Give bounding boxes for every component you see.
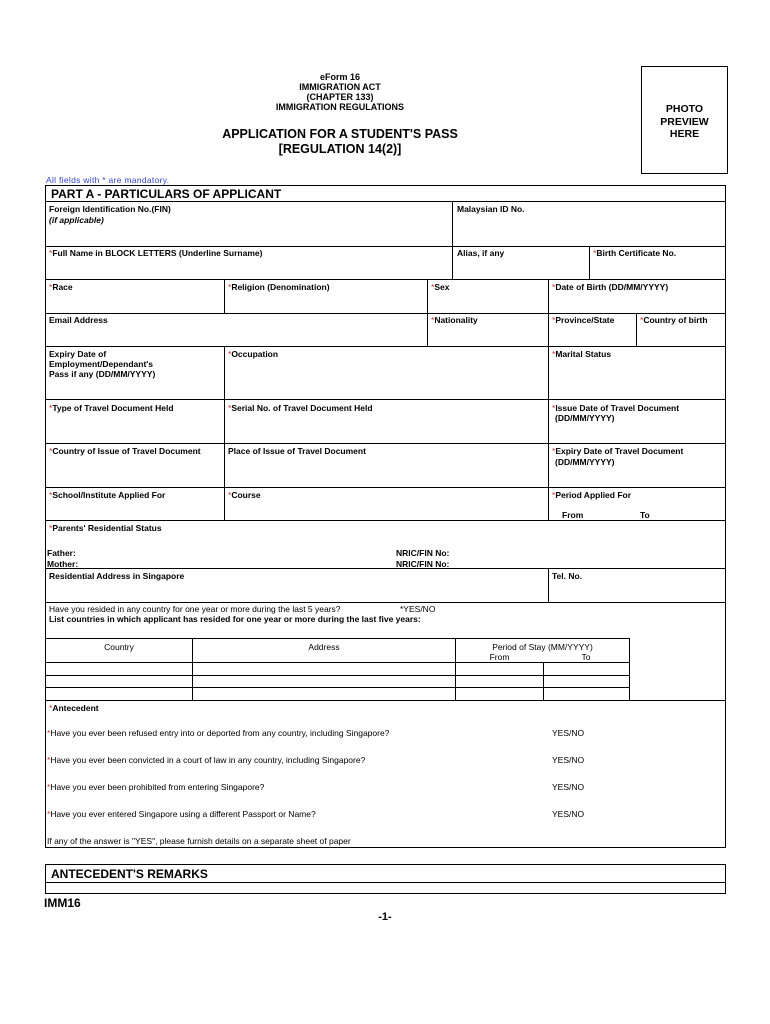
province-text: Province/State bbox=[555, 315, 615, 325]
col-address: Address bbox=[308, 642, 340, 652]
table-cell[interactable] bbox=[46, 676, 192, 687]
antecedent-question: *Have you ever been refused entry into or deported from any country, including Singapore? bbox=[47, 728, 390, 738]
marital-label: *Marital Status bbox=[552, 349, 612, 359]
antecedent-answer[interactable]: YES/NO bbox=[552, 728, 585, 738]
tel-label: Tel. No. bbox=[552, 571, 583, 581]
country-birth-field[interactable] bbox=[637, 326, 724, 345]
fin-label: Foreign Identification No.(FIN) bbox=[49, 204, 171, 214]
expiry-doc-label: *Expiry Date of Travel Document bbox=[552, 446, 684, 456]
dob-field[interactable] bbox=[549, 293, 724, 312]
col-from: From bbox=[489, 652, 510, 662]
school-field[interactable] bbox=[46, 501, 223, 519]
issue-date-format: (DD/MM/YYYY) bbox=[555, 413, 615, 423]
school-label: *School/Institute Applied For bbox=[49, 490, 166, 500]
issue-date-text: Issue Date of Travel Document bbox=[555, 403, 680, 413]
residence-question: Have you resided in any country for one year or more during the last 5 years? bbox=[49, 604, 341, 614]
eform-number: eForm 16 bbox=[319, 72, 361, 82]
mother-label: Mother: bbox=[47, 559, 79, 569]
marital-text: Marital Status bbox=[555, 349, 612, 359]
sex-field[interactable] bbox=[428, 293, 547, 312]
res-address-label: Residential Address in Singapore bbox=[49, 571, 185, 581]
full-name-text: Full Name in BLOCK LETTERS (Underline Surname) bbox=[52, 248, 263, 258]
malaysian-id-field[interactable] bbox=[453, 214, 724, 245]
mother-field[interactable] bbox=[90, 558, 390, 568]
race-label: *Race bbox=[49, 282, 73, 292]
photo-placeholder: PHOTO PREVIEW HERE bbox=[660, 103, 709, 140]
country-issue-label: *Country of Issue of Travel Document bbox=[49, 446, 201, 456]
place-issue-field[interactable] bbox=[225, 468, 547, 486]
province-label: *Province/State bbox=[552, 315, 615, 325]
form-code: IMM16 bbox=[44, 896, 81, 910]
travel-doc-type-field[interactable] bbox=[46, 424, 223, 442]
travel-doc-type-text: Type of Travel Document Held bbox=[52, 403, 174, 413]
country-issue-field[interactable] bbox=[46, 468, 223, 486]
sex-text: Sex bbox=[434, 282, 450, 292]
table-cell[interactable] bbox=[544, 663, 629, 675]
province-field[interactable] bbox=[549, 326, 635, 345]
act-name: IMMIGRATION ACT bbox=[299, 82, 381, 92]
nationality-label: *Nationality bbox=[431, 315, 478, 325]
expiry-pass-field[interactable] bbox=[46, 380, 223, 398]
expiry-doc-text: Expiry Date of Travel Document bbox=[555, 446, 684, 456]
alias-label: Alias, if any bbox=[457, 248, 505, 258]
table-cell[interactable] bbox=[193, 688, 455, 700]
country-birth-label: *Country of birth bbox=[640, 315, 708, 325]
table-cell[interactable] bbox=[456, 688, 543, 700]
birth-cert-text: Birth Certificate No. bbox=[596, 248, 677, 258]
school-text: School/Institute Applied For bbox=[52, 490, 166, 500]
sex-label: *Sex bbox=[431, 282, 450, 292]
occupation-field[interactable] bbox=[225, 360, 547, 398]
religion-field[interactable] bbox=[225, 293, 426, 312]
question-text: Have you ever been prohibited from entering Singapore? bbox=[50, 782, 265, 792]
period-to-label: To bbox=[640, 510, 650, 520]
col-period: Period of Stay (MM/YYYY) bbox=[492, 642, 593, 652]
page-number: -1- bbox=[378, 911, 392, 923]
col-country: Country bbox=[104, 642, 134, 652]
table-cell[interactable] bbox=[456, 676, 543, 687]
period-text: Period Applied For bbox=[555, 490, 632, 500]
father-nric-label: NRIC/FIN No: bbox=[396, 548, 450, 558]
photo-box[interactable] bbox=[641, 66, 728, 174]
form-regulation: [REGULATION 14(2)] bbox=[278, 142, 402, 156]
full-name-label: *Full Name in BLOCK LETTERS (Underline Surname) bbox=[49, 248, 263, 258]
table-cell[interactable] bbox=[46, 688, 192, 700]
table-cell[interactable] bbox=[544, 676, 629, 687]
period-field[interactable] bbox=[549, 501, 724, 509]
email-label: Email Address bbox=[49, 315, 108, 325]
expiry-doc-field[interactable] bbox=[549, 468, 724, 486]
course-field[interactable] bbox=[225, 501, 547, 519]
tel-field[interactable] bbox=[549, 582, 724, 601]
antecedent-question: *Have you ever been prohibited from entering Singapore? bbox=[47, 782, 265, 792]
travel-doc-type-label: *Type of Travel Document Held bbox=[49, 403, 174, 413]
course-label: *Course bbox=[228, 490, 261, 500]
malaysian-id-label: Malaysian ID No. bbox=[457, 204, 525, 214]
nationality-field[interactable] bbox=[428, 326, 547, 345]
question-text: Have you ever been convicted in a court of law in any country, including Singapore? bbox=[50, 755, 366, 765]
course-text: Course bbox=[231, 490, 261, 500]
dob-text: Date of Birth (DD/MM/YYYY) bbox=[555, 282, 669, 292]
residence-list-label: List countries in which applicant has resided for one year or more during the last five years: bbox=[49, 614, 421, 624]
father-label: Father: bbox=[47, 548, 76, 558]
antecedent-answer[interactable]: YES/NO bbox=[552, 809, 585, 819]
antecedent-title-text: Antecedent bbox=[52, 703, 99, 713]
fin-field[interactable] bbox=[46, 214, 451, 245]
regulations: IMMIGRATION REGULATIONS bbox=[275, 102, 405, 112]
occupation-label: *Occupation bbox=[228, 349, 279, 359]
antecedent-question: *Have you ever been convicted in a court of law in any country, including Singapore? bbox=[47, 755, 366, 765]
antecedent-answer[interactable]: YES/NO bbox=[552, 782, 585, 792]
table-cell[interactable] bbox=[193, 663, 455, 675]
form-title: APPLICATION FOR A STUDENT'S PASS bbox=[222, 127, 458, 141]
table-cell[interactable] bbox=[544, 688, 629, 700]
mother-nric-label: NRIC/FIN No: bbox=[396, 559, 450, 569]
issue-date-label: *Issue Date of Travel Document bbox=[552, 403, 680, 413]
father-field[interactable] bbox=[90, 547, 390, 558]
expiry-doc-format: (DD/MM/YYYY) bbox=[555, 457, 615, 467]
expiry-pass-label-3: Pass if any (DD/MM/YYYY) bbox=[49, 369, 156, 379]
fin-sublabel: (if applicable) bbox=[49, 215, 104, 225]
birth-cert-label: *Birth Certificate No. bbox=[593, 248, 677, 258]
issue-date-field[interactable] bbox=[549, 424, 724, 442]
parents-status-label: *Parents' Residential Status bbox=[49, 523, 162, 533]
question-text: Have you ever been refused entry into or deported from any country, including Singapore? bbox=[50, 728, 390, 738]
country-issue-text: Country of Issue of Travel Document bbox=[52, 446, 201, 456]
dob-label: *Date of Birth (DD/MM/YYYY) bbox=[552, 282, 669, 292]
antecedent-question: *Have you ever entered Singapore using a different Passport or Name? bbox=[47, 809, 316, 819]
res-address-field[interactable] bbox=[46, 582, 547, 601]
antecedent-answer[interactable]: YES/NO bbox=[552, 755, 585, 765]
birth-cert-field[interactable] bbox=[590, 259, 724, 278]
expiry-pass-label-1: Expiry Date of bbox=[49, 349, 107, 359]
period-from-label: From bbox=[562, 510, 584, 520]
religion-label: *Religion (Denomination) bbox=[228, 282, 330, 292]
part-a-title: PART A - PARTICULARS OF APPLICANT bbox=[51, 187, 282, 201]
chapter: (CHAPTER 133) bbox=[306, 92, 374, 102]
parents-status-text: Parents' Residential Status bbox=[52, 523, 162, 533]
table-cell[interactable] bbox=[193, 676, 455, 687]
antecedent-title: *Antecedent bbox=[49, 703, 99, 713]
expiry-pass-label-2: Employment/Dependant's bbox=[49, 359, 154, 369]
travel-doc-serial-field[interactable] bbox=[225, 424, 547, 442]
mandatory-note: All fields with * are mandatory. bbox=[46, 175, 170, 185]
residence-answer[interactable]: *YES/NO bbox=[400, 604, 436, 614]
nationality-text: Nationality bbox=[434, 315, 478, 325]
marital-field[interactable] bbox=[549, 360, 724, 398]
remarks-title: ANTECEDENT'S REMARKS bbox=[51, 867, 208, 881]
email-field[interactable] bbox=[46, 326, 426, 345]
travel-doc-serial-text: Serial No. of Travel Document Held bbox=[231, 403, 373, 413]
alias-field[interactable] bbox=[453, 259, 588, 278]
period-label: *Period Applied For bbox=[552, 490, 632, 500]
race-text: Race bbox=[52, 282, 73, 292]
country-birth-text: Country of birth bbox=[643, 315, 708, 325]
travel-doc-serial-label: *Serial No. of Travel Document Held bbox=[228, 403, 373, 413]
col-to: To bbox=[581, 652, 591, 662]
full-name-field[interactable] bbox=[46, 259, 451, 278]
occupation-text: Occupation bbox=[231, 349, 279, 359]
table-cell[interactable] bbox=[46, 663, 192, 675]
race-field[interactable] bbox=[46, 293, 223, 312]
religion-text: Religion (Denomination) bbox=[231, 282, 330, 292]
table-cell[interactable] bbox=[456, 663, 543, 675]
place-issue-label: Place of Issue of Travel Document bbox=[228, 446, 366, 456]
antecedent-footnote: If any of the answer is "YES", please furnish details on a separate sheet of paper bbox=[47, 836, 351, 846]
question-text: Have you ever entered Singapore using a different Passport or Name? bbox=[50, 809, 316, 819]
remarks-field[interactable] bbox=[46, 883, 725, 893]
